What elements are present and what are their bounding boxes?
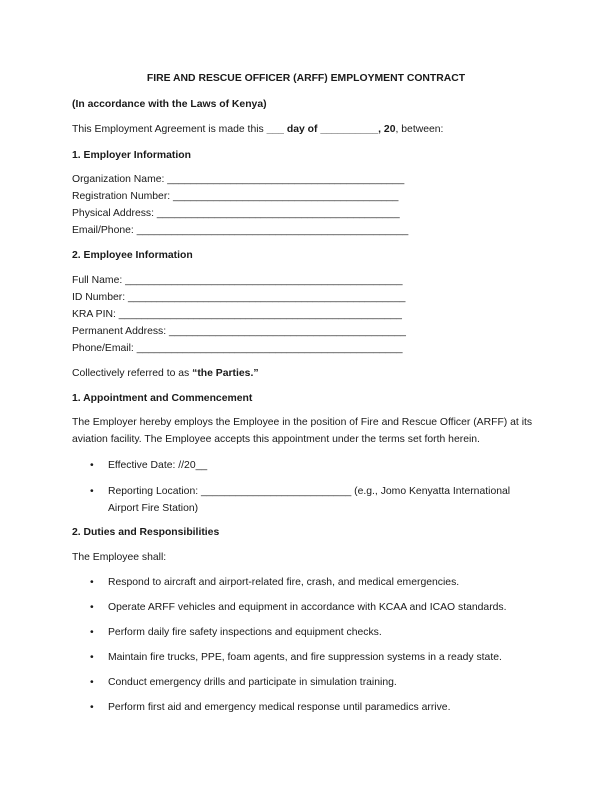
subtitle: (In accordance with the Laws of Kenya) xyxy=(72,99,267,110)
bullet-icon: • xyxy=(90,627,94,638)
day-blank: ___ xyxy=(266,124,284,135)
employee-field-kra: KRA PIN: _________________________________________________ xyxy=(72,309,402,320)
intro-line xyxy=(72,123,443,136)
bullet-icon: • xyxy=(90,652,94,663)
duties-heading: 2. Duties and Responsibilities xyxy=(72,527,220,538)
intro-prefix: This Employment Agreement is made this xyxy=(72,124,267,135)
list-item: Effective Date: //20__ xyxy=(108,460,208,471)
bullet-icon: • xyxy=(90,677,94,688)
employer-field-organization: Organization Name: _________________________________________ xyxy=(72,174,405,185)
employer-heading: 1. Employer Information xyxy=(72,150,191,161)
document-title: FIRE AND RESCUE OFFICER (ARFF) EMPLOYMENT CONTRACT xyxy=(146,73,466,84)
list-item: Reporting Location: __________________________ (e.g., Jomo Kenyatta International Airport Fire Station) xyxy=(108,486,511,514)
list-item: Conduct emergency drills and participate in simulation training. xyxy=(108,677,397,688)
employee-field-address: Permanent Address: _________________________________________ xyxy=(72,326,406,337)
bullet-icon: • xyxy=(90,460,94,471)
year-label: , 20 xyxy=(378,124,396,135)
employee-field-id: ID Number: ________________________________________________ xyxy=(72,292,406,303)
list-item: Perform daily fire safety inspections and equipment checks. xyxy=(108,627,382,638)
appointment-paragraph: The Employer hereby employs the Employee in the position of Fire and Rescue Officer (ARFF) at its aviation facility. The Employee accepts this appointment under the terms set forth herein. xyxy=(72,417,533,445)
employer-field-contact: Email/Phone: _______________________________________________ xyxy=(72,225,409,236)
parties-prefix: Collectively referred to as xyxy=(72,368,193,379)
employee-heading: 2. Employee Information xyxy=(72,250,193,261)
employer-field-registration: Registration Number: _______________________________________ xyxy=(72,191,399,202)
bullet-icon: • xyxy=(90,702,94,713)
employee-field-name: Full Name: ________________________________________________ xyxy=(72,275,403,286)
intro-suffix: , between: xyxy=(395,124,444,135)
appointment-heading: 1. Appointment and Commencement xyxy=(72,393,253,404)
parties-term: “the Parties.” xyxy=(192,368,259,379)
bullet-icon: • xyxy=(90,602,94,613)
duties-intro: The Employee shall: xyxy=(72,552,167,563)
employee-field-contact: Phone/Email: ______________________________________________ xyxy=(72,343,403,354)
day-of-label: day of xyxy=(283,124,321,135)
list-item: Respond to aircraft and airport-related fire, crash, and medical emergencies. xyxy=(108,577,460,588)
list-item: Maintain fire trucks, PPE, foam agents, and fire suppression systems in a ready state. xyxy=(108,652,502,663)
list-item: Perform first aid and emergency medical response until paramedics arrive. xyxy=(108,702,451,713)
employer-field-address: Physical Address: __________________________________________ xyxy=(72,208,400,219)
parties-line xyxy=(72,367,259,380)
bullet-icon: • xyxy=(90,486,94,497)
bullet-icon: • xyxy=(90,577,94,588)
month-blank: __________ xyxy=(320,124,379,135)
list-item: Operate ARFF vehicles and equipment in accordance with KCAA and ICAO standards. xyxy=(108,602,507,613)
